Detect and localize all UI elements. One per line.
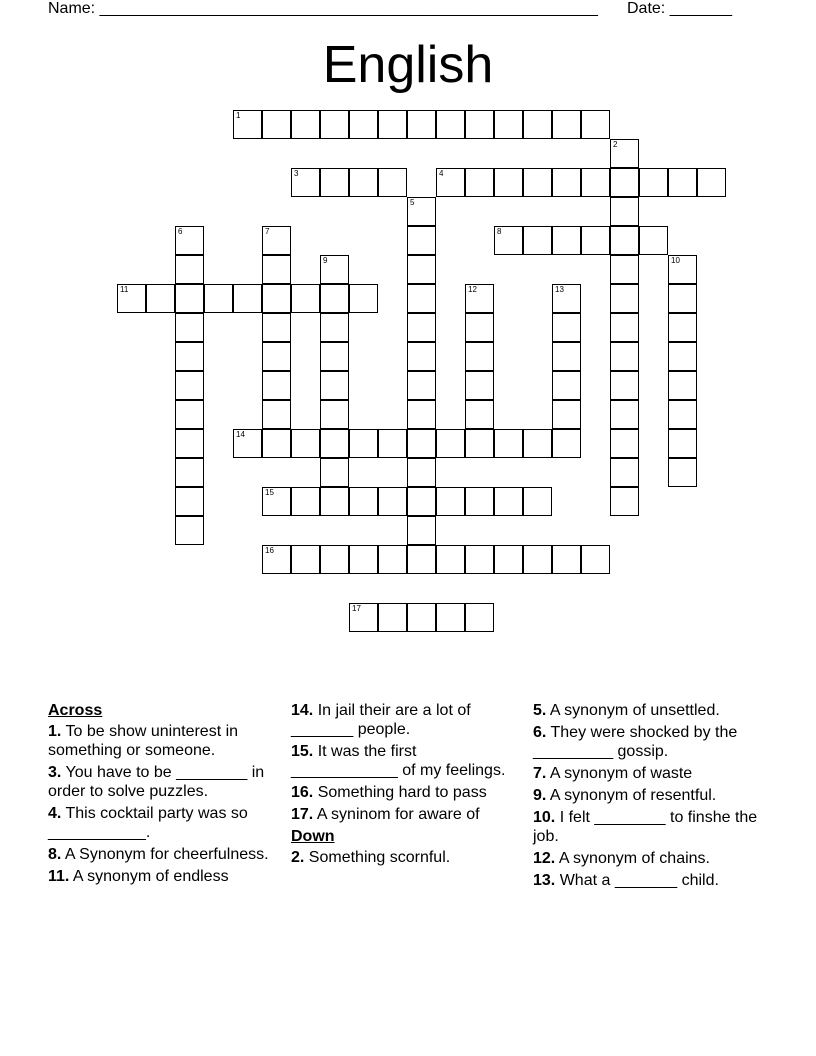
grid-cell[interactable] [465,168,494,197]
grid-cell[interactable] [291,168,320,197]
grid-cell[interactable] [610,429,639,458]
grid-cell[interactable] [610,487,639,516]
grid-cell[interactable] [349,487,378,516]
cell-number: 8 [497,227,502,236]
clue-column-3 [533,701,763,893]
name-label: Name: [48,0,96,17]
grid-cell[interactable] [465,313,494,342]
grid-cell[interactable] [320,313,349,342]
cell-number: 4 [439,169,444,178]
clue-down-13: 13. What a _______ child. [533,872,719,889]
grid-cell[interactable] [552,342,581,371]
grid-cell[interactable] [262,545,291,574]
grid-cell[interactable] [436,545,465,574]
grid-cell[interactable] [320,255,349,284]
grid-cell[interactable] [320,545,349,574]
grid-cell[interactable] [262,284,291,313]
grid-cell[interactable] [175,400,204,429]
grid-cell[interactable] [552,284,581,313]
grid-cell[interactable] [204,284,233,313]
grid-cell[interactable] [175,458,204,487]
grid-cell[interactable] [407,371,436,400]
grid-cell[interactable] [320,429,349,458]
grid-cell[interactable] [668,313,697,342]
grid-cell[interactable] [291,429,320,458]
grid-cell[interactable] [349,110,378,139]
grid-cell[interactable] [378,429,407,458]
page-title: English [322,36,494,94]
grid-cell[interactable] [552,400,581,429]
grid-cell[interactable] [117,284,146,313]
grid-cell[interactable] [436,603,465,632]
date-line[interactable]: _______ [669,0,732,17]
cell-number: 13 [555,285,564,294]
grid-cell[interactable] [610,342,639,371]
grid-cell[interactable] [523,429,552,458]
grid-cell[interactable] [262,371,291,400]
clue-column-1 [48,701,276,889]
grid-cell[interactable] [233,429,262,458]
grid-cell[interactable] [668,429,697,458]
grid-cell[interactable] [552,226,581,255]
grid-cell[interactable] [349,603,378,632]
grid-cell[interactable] [552,110,581,139]
cell-number: 14 [236,430,245,439]
down-heading: Down [291,828,335,845]
clue-across-11: 11. A synonym of endless [48,868,229,885]
name-line[interactable]: ________________________________________________________ [99,0,598,17]
grid-cell[interactable] [233,110,262,139]
grid-cell[interactable] [610,139,639,168]
grid-cell[interactable] [610,255,639,284]
grid-cell[interactable] [407,342,436,371]
grid-cell[interactable] [262,487,291,516]
grid-cell[interactable] [291,284,320,313]
grid-cell[interactable] [668,255,697,284]
cell-number: 5 [410,198,415,207]
cell-number: 16 [265,546,274,555]
grid-cell[interactable] [378,110,407,139]
grid-cell[interactable] [262,110,291,139]
cell-number: 10 [671,256,680,265]
grid-cell[interactable] [291,545,320,574]
grid-cell[interactable] [610,371,639,400]
grid-cell[interactable] [175,226,204,255]
clue-across-16: 16. Something hard to pass [291,784,487,801]
grid-cell[interactable] [407,458,436,487]
grid-cell[interactable] [581,168,610,197]
grid-cell[interactable] [465,545,494,574]
grid-cell[interactable] [494,545,523,574]
grid-cell[interactable] [465,342,494,371]
grid-cell[interactable] [320,284,349,313]
grid-cell[interactable] [465,110,494,139]
grid-cell[interactable] [175,487,204,516]
grid-cell[interactable] [639,226,668,255]
grid-cell[interactable] [349,168,378,197]
grid-cell[interactable] [291,487,320,516]
grid-cell[interactable] [668,371,697,400]
clue-across-17: 17. A syninom for aware of [291,806,480,823]
grid-cell[interactable] [291,110,320,139]
grid-cell[interactable] [465,284,494,313]
grid-cell[interactable] [146,284,175,313]
clue-down-9: 9. A synonym of resentful. [533,787,717,804]
grid-cell[interactable] [668,342,697,371]
grid-cell[interactable] [175,284,204,313]
grid-cell[interactable] [668,168,697,197]
grid-cell[interactable] [262,313,291,342]
grid-cell[interactable] [436,110,465,139]
grid-cell[interactable] [407,226,436,255]
grid-cell[interactable] [581,110,610,139]
grid-cell[interactable] [465,603,494,632]
grid-cell[interactable] [668,400,697,429]
clue-across-4: 4. This cocktail party was so ___________. [48,805,248,841]
clue-down-12: 12. A synonym of chains. [533,850,710,867]
grid-cell[interactable] [233,284,262,313]
clue-down-2: 2. Something scornful. [291,849,451,866]
grid-cell[interactable] [610,458,639,487]
grid-cell[interactable] [523,487,552,516]
grid-cell[interactable] [407,487,436,516]
grid-cell[interactable] [465,371,494,400]
grid-cell[interactable] [407,255,436,284]
clue-across-1: 1. To be show uninterest in something or someone. [48,723,239,759]
grid-cell[interactable] [436,168,465,197]
grid-cell[interactable] [320,400,349,429]
grid-cell[interactable] [523,110,552,139]
grid-cell[interactable] [262,429,291,458]
grid-cell[interactable] [407,603,436,632]
grid-cell[interactable] [175,516,204,545]
grid-cell[interactable] [697,168,726,197]
grid-cell[interactable] [378,487,407,516]
clue-across-14: 14. In jail their are a lot of _______ people. [291,702,471,738]
grid-cell[interactable] [407,429,436,458]
cell-number: 7 [265,227,270,236]
cell-number: 15 [265,488,274,497]
grid-cell[interactable] [407,197,436,226]
grid-cell[interactable] [407,516,436,545]
grid-cell[interactable] [581,226,610,255]
grid-cell[interactable] [320,458,349,487]
cell-number: 9 [323,256,328,265]
grid-cell[interactable] [407,313,436,342]
clue-across-15: 15. It was the first ____________ of my feelings. [291,743,506,779]
grid-cell[interactable] [552,429,581,458]
grid-cell[interactable] [465,429,494,458]
grid-cell[interactable] [465,487,494,516]
grid-cell[interactable] [494,110,523,139]
grid-cell[interactable] [175,342,204,371]
cell-number: 1 [236,111,241,120]
grid-cell[interactable] [175,255,204,284]
cell-number: 2 [613,140,618,149]
grid-cell[interactable] [320,110,349,139]
date-label: Date: [627,0,666,17]
grid-cell[interactable] [610,400,639,429]
grid-cell[interactable] [378,168,407,197]
grid-cell[interactable] [320,487,349,516]
grid-cell[interactable] [349,429,378,458]
grid-cell[interactable] [610,168,639,197]
cell-number: 12 [468,285,477,294]
grid-cell[interactable] [581,545,610,574]
grid-cell[interactable] [407,284,436,313]
clue-down-5: 5. A synonym of unsettled. [533,702,720,719]
clue-down-7: 7. A synonym of waste [533,765,693,782]
clue-across-8: 8. A Synonym for cheerfulness. [48,846,269,863]
grid-cell[interactable] [494,487,523,516]
grid-cell[interactable] [610,313,639,342]
grid-cell[interactable] [262,342,291,371]
grid-cell[interactable] [523,168,552,197]
grid-cell[interactable] [552,313,581,342]
grid-cell[interactable] [523,226,552,255]
grid-cell[interactable] [320,342,349,371]
clue-column-2 [291,701,519,870]
grid-cell[interactable] [523,545,552,574]
grid-cell[interactable] [349,545,378,574]
grid-cell[interactable] [668,458,697,487]
clue-down-10: 10. I felt ________ to finshe the job. [533,809,758,845]
grid-cell[interactable] [175,371,204,400]
grid-cell[interactable] [552,545,581,574]
grid-cell[interactable] [494,168,523,197]
cell-number: 11 [120,285,129,294]
grid-cell[interactable] [436,429,465,458]
grid-cell[interactable] [639,168,668,197]
grid-cell[interactable] [262,400,291,429]
grid-cell[interactable] [407,110,436,139]
grid-cell[interactable] [552,168,581,197]
across-heading: Across [48,702,103,719]
grid-cell[interactable] [436,487,465,516]
cell-number: 17 [352,604,361,613]
grid-cell[interactable] [494,429,523,458]
grid-cell[interactable] [378,545,407,574]
grid-cell[interactable] [407,545,436,574]
grid-cell[interactable] [407,400,436,429]
grid-cell[interactable] [320,371,349,400]
grid-cell[interactable] [494,226,523,255]
grid-cell[interactable] [320,168,349,197]
clue-down-6: 6. They were shocked by the _________ gossip. [533,724,738,760]
grid-cell[interactable] [378,603,407,632]
cell-number: 3 [294,169,299,178]
grid-cell[interactable] [349,284,378,313]
grid-cell[interactable] [610,197,639,226]
clue-across-3: 3. You have to be ________ in order to solve puzzles. [48,764,265,800]
grid-cell[interactable] [175,429,204,458]
grid-cell[interactable] [668,284,697,313]
grid-cell[interactable] [610,226,639,255]
grid-cell[interactable] [262,226,291,255]
grid-cell[interactable] [262,255,291,284]
grid-cell[interactable] [175,313,204,342]
grid-cell[interactable] [610,284,639,313]
grid-cell[interactable] [465,400,494,429]
grid-cell[interactable] [552,371,581,400]
cell-number: 6 [178,227,183,236]
